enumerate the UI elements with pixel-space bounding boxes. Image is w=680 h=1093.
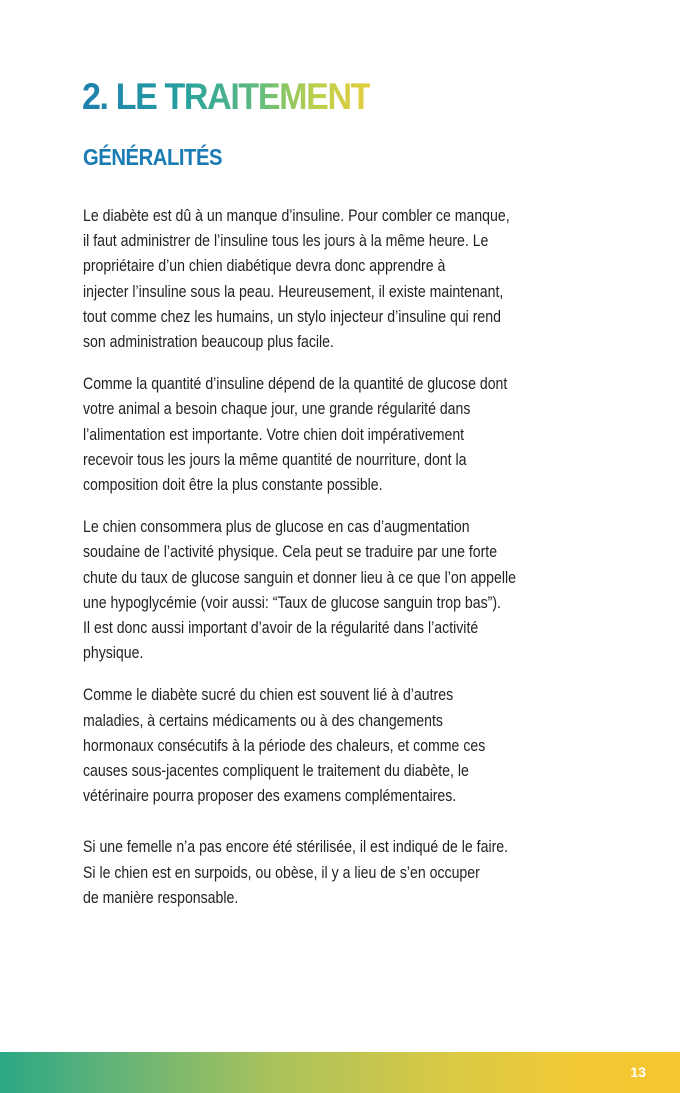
text-line: l’alimentation est importante. Votre chien doit impérativement: [83, 425, 465, 444]
text-line: vétérinaire pourra proposer des examens complémentaires.: [83, 787, 457, 806]
text-line: composition doit être la plus constante possible.: [83, 476, 383, 495]
paragraph-1: [83, 204, 643, 355]
paragraph-5: [83, 835, 643, 911]
text-line: il faut administrer de l’insuline tous les jours à la même heure. Le: [83, 232, 489, 251]
text-line: Il est donc aussi important d’avoir de la régularité dans l’activité: [83, 619, 479, 638]
text-line: Si une femelle n’a pas encore été stérilisée, il est indiqué de le faire.: [83, 838, 509, 857]
text-line: Le chien consommera plus de glucose en cas d’augmentation: [83, 518, 470, 537]
chapter-title: 2. LE TRAITEMENT: [82, 72, 370, 122]
text-line: Si le chien est en surpoids, ou obèse, il y a lieu de s’en occuper: [83, 863, 480, 882]
paragraph-3: [83, 515, 643, 666]
text-line: une hypoglycémie (voir aussi: “Taux de glucose sanguin trop bas”).: [83, 593, 501, 612]
text-line: recevoir tous les jours la même quantité de nourriture, dont la: [83, 450, 467, 469]
paragraph-2: [83, 372, 643, 498]
text-line: physique.: [83, 644, 144, 663]
paragraph-4: [83, 683, 643, 809]
text-line: votre animal a besoin chaque jour, une grande régularité dans: [83, 400, 471, 419]
text-line: Comme la quantité d’insuline dépend de la quantité de glucose dont: [83, 375, 508, 394]
text-line: tout comme chez les humains, un stylo injecteur d’insuline qui rend: [83, 307, 501, 326]
text-line: Le diabète est dû à un manque d’insuline. Pour combler ce manque,: [83, 207, 510, 225]
page-number: 13: [630, 1064, 646, 1080]
text-line: Comme le diabète sucré du chien est souvent lié à d’autres: [83, 686, 454, 705]
footer-gradient-bar: [0, 1052, 680, 1093]
body-text: [83, 204, 643, 928]
text-line: causes sous-jacentes compliquent le traitement du diabète, le: [83, 762, 469, 781]
text-line: chute du taux de glucose sanguin et donner lieu à ce que l’on appelle: [83, 568, 516, 587]
text-line: son administration beaucoup plus facile.: [83, 333, 334, 352]
text-line: hormonaux consécutifs à la période des chaleurs, et comme ces: [83, 736, 486, 755]
text-line: soudaine de l’activité physique. Cela peut se traduire par une forte: [83, 543, 498, 562]
text-line: injecter l’insuline sous la peau. Heureusement, il existe maintenant,: [83, 282, 504, 301]
text-line: propriétaire d’un chien diabétique devra donc apprendre à: [83, 257, 446, 276]
text-line: maladies, à certains médicaments ou à des changements: [83, 711, 443, 730]
text-line: de manière responsable.: [83, 888, 239, 907]
section-title: GÉNÉRALITÉS: [83, 144, 223, 170]
